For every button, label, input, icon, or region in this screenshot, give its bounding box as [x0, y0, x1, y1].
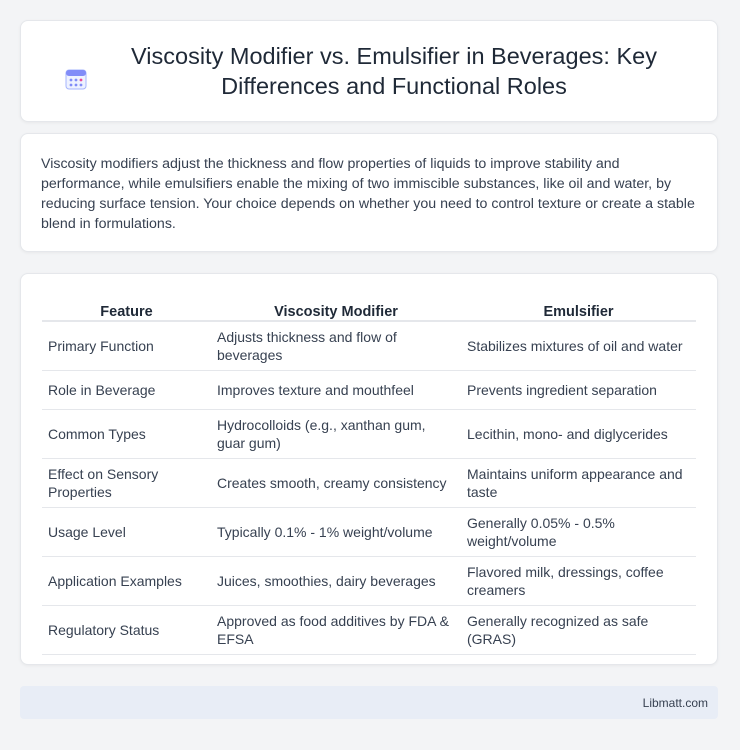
intro-paragraph: Viscosity modifiers adjust the thickness and flow properties of liquids to improve stability and performance, while emulsifiers enable the mixing of two immiscible substances, like oil and water, by reducing surface tension. Your choice depends on whether you need to control texture or create a stable blend in formulations.: [41, 156, 695, 232]
table-cell-viscosity: Juices, smoothies, dairy beverages: [211, 557, 461, 606]
table-cell-feature: Effect on Sensory Properties: [42, 459, 211, 508]
table-cell-emulsifier: Generally 0.05% - 0.5% weight/volume: [461, 508, 696, 557]
title-card: [20, 20, 718, 122]
table-row: [42, 606, 696, 655]
table-cell-viscosity: Approved as food additives by FDA & EFSA: [211, 606, 461, 655]
table-header-row: [42, 294, 696, 321]
table-cell-emulsifier: Lecithin, mono- and diglycerides: [461, 410, 696, 459]
table-row: [42, 459, 696, 508]
table-cell-feature: Role in Beverage: [42, 371, 211, 410]
table-cell-viscosity: Improves texture and mouthfeel: [211, 371, 461, 410]
header-feature: Feature: [42, 294, 211, 321]
table-row: [42, 508, 696, 557]
table-cell-emulsifier: Stabilizes mixtures of oil and water: [461, 321, 696, 371]
comparison-table-card: [20, 273, 718, 665]
table-cell-viscosity: Adjusts thickness and flow of beverages: [211, 321, 461, 371]
table-cell-feature: Usage Level: [42, 508, 211, 557]
table-cell-feature: Common Types: [42, 410, 211, 459]
footer-brand[interactable]: Libmatt.com: [642, 695, 708, 710]
page-title: Viscosity Modifier vs. Emulsifier in Beverages: Key Differences and Functional Roles: [131, 43, 657, 99]
table-cell-emulsifier: Prevents ingredient separation: [461, 371, 696, 410]
intro-card: [20, 133, 718, 252]
footer: [20, 686, 718, 719]
table-row: [42, 410, 696, 459]
table-cell-feature: Primary Function: [42, 321, 211, 371]
table-cell-viscosity: Hydrocolloids (e.g., xanthan gum, guar gum): [211, 410, 461, 459]
table-cell-feature: Regulatory Status: [42, 606, 211, 655]
calendar-icon: [64, 67, 88, 91]
table-cell-feature: Application Examples: [42, 557, 211, 606]
table-row: [42, 371, 696, 410]
table-cell-emulsifier: Maintains uniform appearance and taste: [461, 459, 696, 508]
table-cell-viscosity: Typically 0.1% - 1% weight/volume: [211, 508, 461, 557]
table-cell-emulsifier: Flavored milk, dressings, coffee creamers: [461, 557, 696, 606]
table-cell-emulsifier: Generally recognized as safe (GRAS): [461, 606, 696, 655]
table-cell-viscosity: Creates smooth, creamy consistency: [211, 459, 461, 508]
header-viscosity-modifier: Viscosity Modifier: [211, 294, 461, 321]
comparison-table: [42, 294, 696, 655]
header-emulsifier: Emulsifier: [461, 294, 696, 321]
table-row: [42, 557, 696, 606]
table-row: [42, 321, 696, 371]
